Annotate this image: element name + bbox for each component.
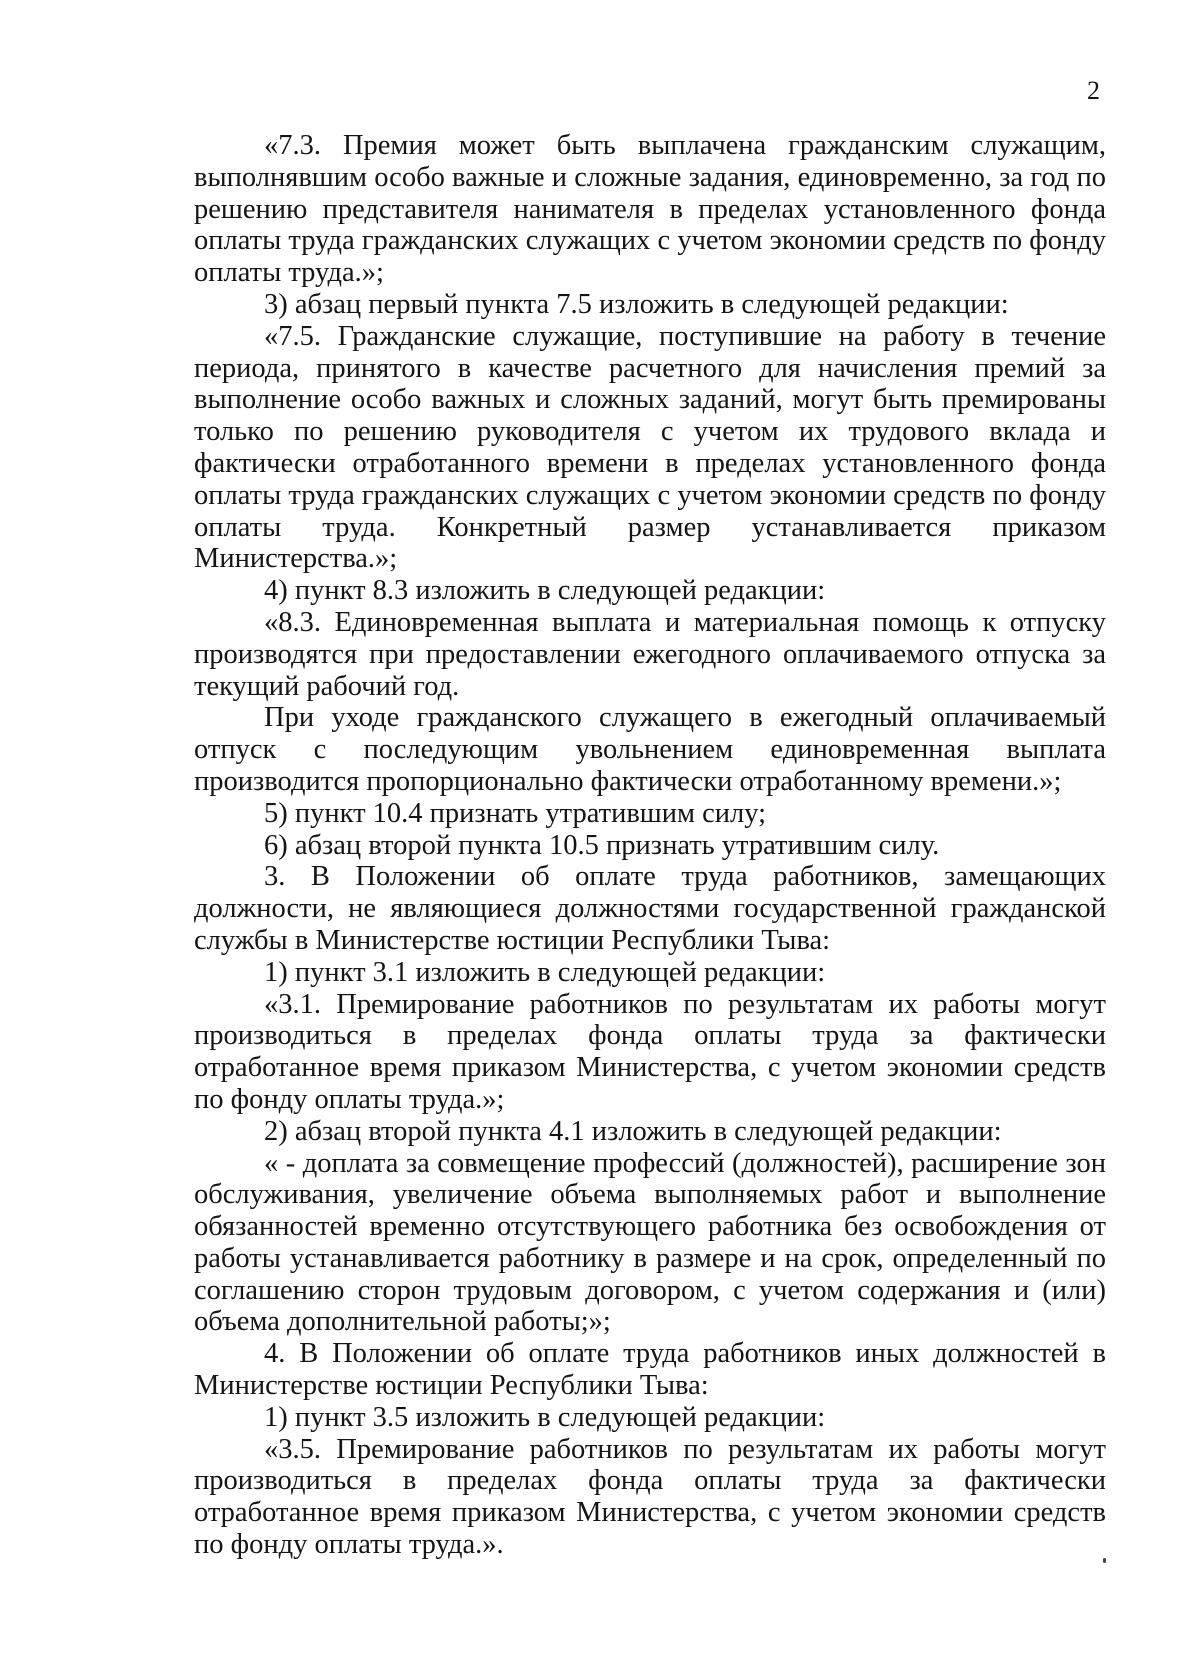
paragraph-10-5: 6) абзац второй пункта 10.5 признать утратившим силу. [264,829,940,861]
paragraph-amend-3-1: 1) пункт 3.1 изложить в следующей редакции: [264,956,826,988]
paragraph-3-1: «3.1. Премирование работников по результатам их работы могут производиться в пределах фонда оплаты труда за фактически отработанное время приказом Министерства, с учетом экономии средств по фонду оплаты труда.»; [194,988,1106,1115]
paragraph-amend-8-3: 4) пункт 8.3 изложить в следующей редакции: [264,575,826,607]
paragraph-amend-3-5: 1) пункт 3.5 изложить в следующей редакции: [264,1401,826,1433]
paragraph-section-3: 3. В Положении об оплате труда работников, замещающих должности, не являющиеся должностями государственной гражданской службы в Министерстве юстиции Республики Тыва: [194,861,1106,956]
document-body [194,130,1106,1561]
paragraph-8-3-continued: При уходе гражданского служащего в ежегодный оплачиваемый отпуск с последующим увольнением единовременная выплата производится пропорционально фактически отработанному времени.»; [194,702,1106,797]
paragraph-7-3: «7.3. Премия может быть выплачена гражданским служащим, выполнявшим особо важные и сложные задания, единовременно, за год по решению представителя нанимателя в пределах установленного фонда оплаты труда гражданских служащих с учетом экономии средств по фонду оплаты труда.»; [194,130,1106,289]
page-number: 2 [1087,76,1100,105]
paragraph-8-3: «8.3. Единовременная выплата и материальная помощь к отпуску производятся при предоставлении ежегодного оплачиваемого отпуска за текущий рабочий год. [194,606,1106,702]
scan-dot-mark [1103,1558,1106,1563]
paragraph-amend-4-1: 2) абзац второй пункта 4.1 изложить в следующей редакции: [264,1115,1002,1147]
paragraph-4-1: « - доплата за совмещение профессий (должностей), расширение зон обслуживания, увеличение объема выполняемых работ и выполнение обязанностей временно отсутствующего работника без освобождения от работы устанавливается работнику в размере и на срок, определенный по соглашению сторон трудовым договором, с учетом содержания и (или) объема дополнительной работы;»; [194,1147,1106,1338]
paragraph-section-4: 4. В Положении об оплате труда работников иных должностей в Министерстве юстиции Республики Тыва: [194,1338,1106,1402]
paragraph-3-5: «3.5. Премирование работников по результатам их работы могут производиться в пределах фонда оплаты труда за фактически отработанное время приказом Министерства, с учетом экономии средств по фонду оплаты труда.». [194,1433,1106,1561]
paragraph-7-5: «7.5. Гражданские служащие, поступившие на работу в течение периода, принятого в качестве расчетного для начисления премий за выполнение особо важных и сложных заданий, могут быть премированы только по решению руководителя с учетом их трудового вклада и фактически отработанного времени в пределах установленного фонда оплаты труда гражданских служащих с учетом экономии средств по фонду оплаты труда. Конкретный размер устанавливается приказом Министерства.»; [194,320,1106,575]
paragraph-10-4: 5) пункт 10.4 признать утратившим силу; [264,797,767,829]
paragraph-amend-7-5: 3) абзац первый пункта 7.5 изложить в следующей редакции: [264,288,1009,320]
